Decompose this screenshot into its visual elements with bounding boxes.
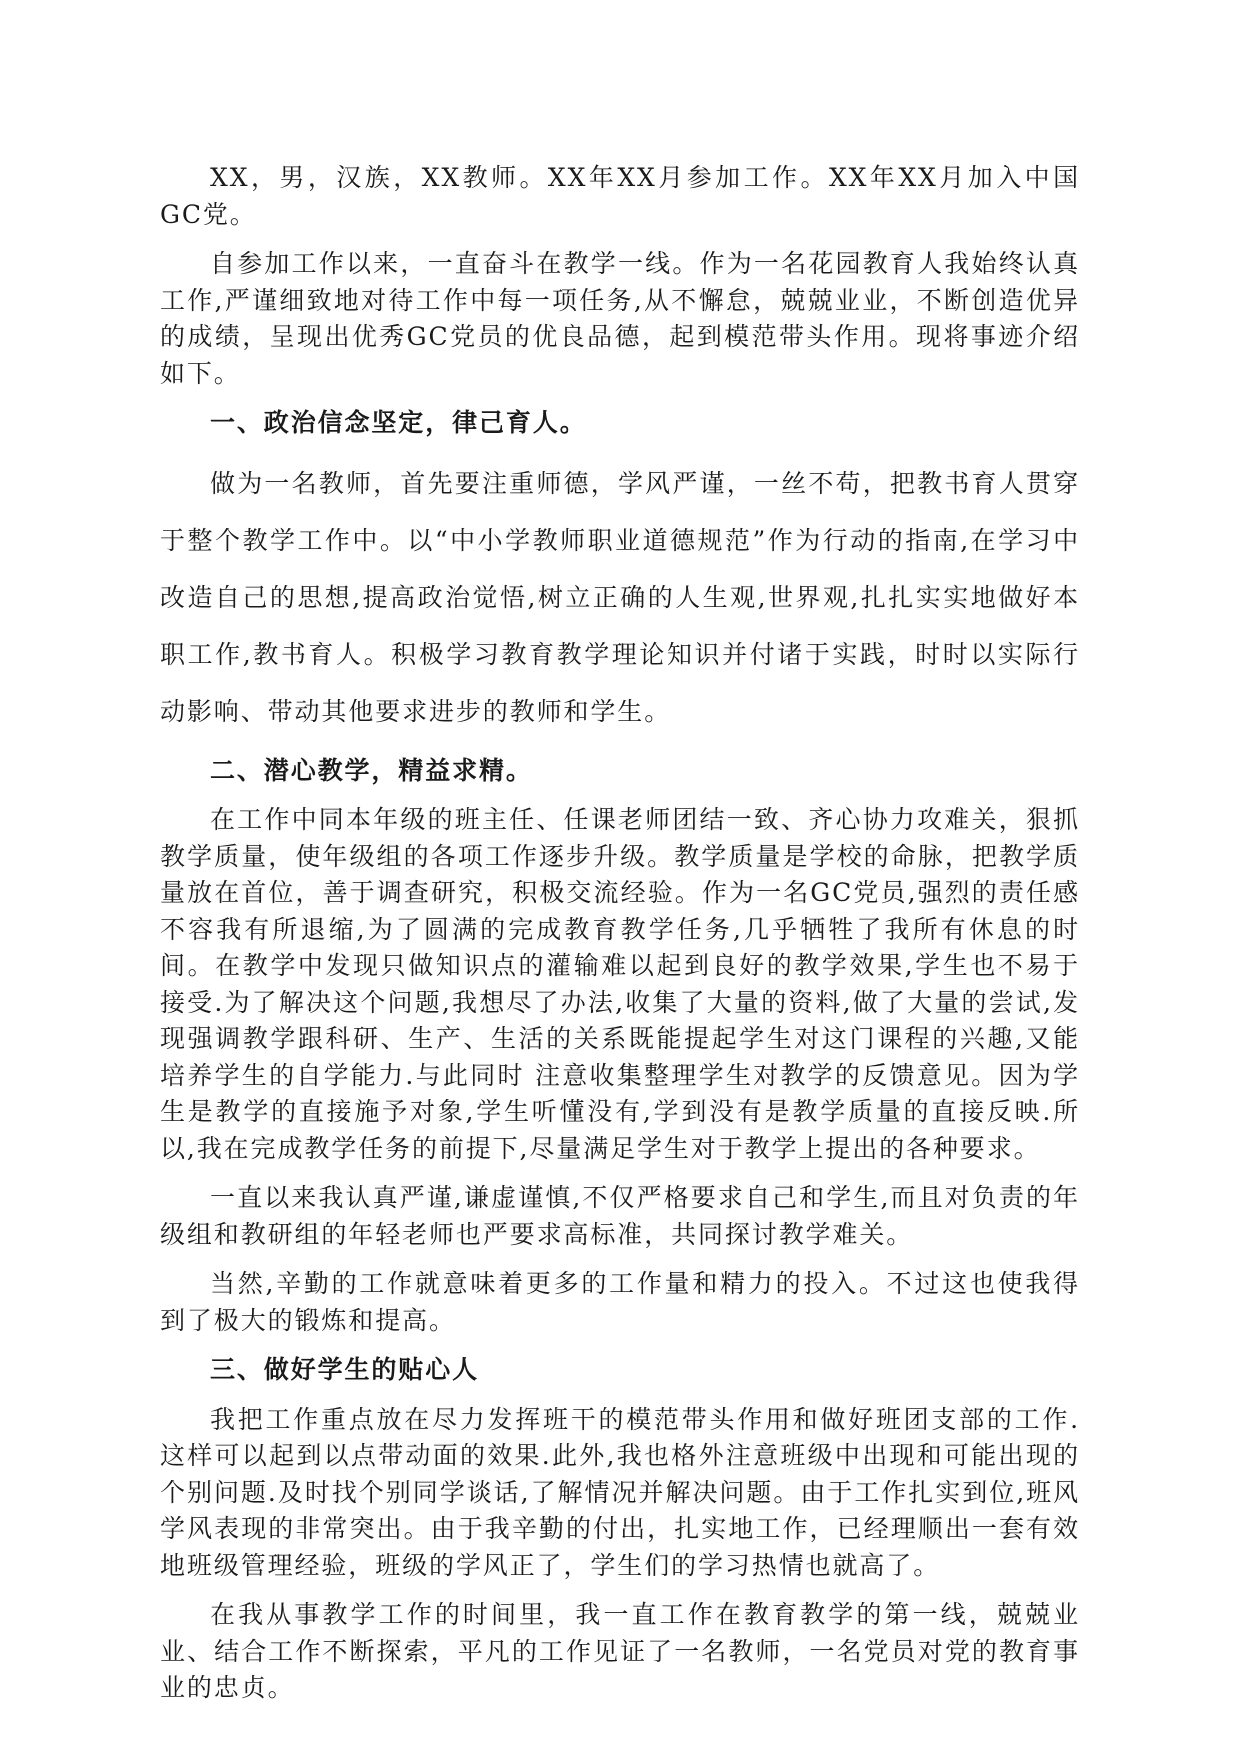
intro-paragraph: XX，男，汉族，XX教师。XX年XX月参加工作。XX年XX月加入中国GC党。 (160, 163, 1080, 229)
section-3-paragraph: 我把工作重点放在尽力发挥班干的模范带头作用和做好班团支部的工作.这样可以起到以点带动面的效果.此外,我也格外注意班级中出现和可能出现的个别问题.及时找个别同学谈话,了解情况并解决问题。由于工作扎实到位,班风学风表现的非常突出。由于我辛勤的付出，扎实地工作，已经理顺出一套有效地班级管理经验，班级的学风正了，学生们的学习热情也就高了。 (160, 1404, 1080, 1580)
section-heading-2: 二、潜心教学，精益求精。 (210, 755, 533, 785)
section-2-paragraph-1: 在工作中同本年级的班主任、任课老师团结一致、齐心协力攻难关，狠抓教学质量，使年级组的各项工作逐步升级。教学质量是学校的命脉，把教学质量放在首位，善于调查研究，积极交流经验。作为一名GC党员,强烈的责任感不容我有所退缩,为了圆满的完成教育教学任务,几乎牺牲了我所有休息的时间。在教学中发现只做知识点的灌输难以起到良好的教学效果,学生也不易于接受.为了解决这个问题,我想尽了办法,收集了大量的资料,做了大量的尝试,发现强调教学跟科研、生产、生活的关系既能提起学生对这门课程的兴趣,又能培养学生的自学能力.与此同时 注意收集整理学生对教学的反馈意见。因为学生是教学的直接施予对象,学生听懂没有,学到没有是教学质量的直接反映.所以,我在完成教学任务的前提下,尽量满足学生对于教学上提出的各种要求。 (160, 805, 1080, 1163)
document-page (160, 160, 1080, 1707)
summary-paragraph: 自参加工作以来，一直奋斗在教学一线。作为一名花园教育人我始终认真工作,严谨细致地对待工作中每一项任务,从不懈怠，兢兢业业，不断创造优异的成绩，呈现出优秀GC党员的优良品德，起到模范带头作用。现将事迹介绍如下。 (160, 249, 1080, 388)
section-2-paragraph-2: 一直以来我认真严谨,谦虚谨慎,不仅严格要求自己和学生,而且对负责的年级组和教研组的年轻老师也严要求高标准，共同探讨教学难关。 (160, 1183, 1080, 1249)
section-1-paragraph: 做为一名教师，首先要注重师德，学风严谨，一丝不苟，把教书育人贯穿于整个教学工作中。以“中小学教师职业道德规范”作为行动的指南,在学习中改造自己的思想,提高政治觉悟,树立正确的人生观,世界观,扎扎实实地做好本职工作,教书育人。积极学习教育教学理论知识并付诸于实践，时时以实际行动影响、带动其他要求进步的教师和学生。 (160, 468, 1080, 726)
section-2-paragraph-3: 当然,辛勤的工作就意味着更多的工作量和精力的投入。不过这也使我得到了极大的锻炼和提高。 (160, 1269, 1080, 1335)
section-heading-1: 一、政治信念坚定，律己育人。 (210, 408, 587, 437)
section-heading-3: 三、做好学生的贴心人 (210, 1355, 480, 1384)
closing-paragraph: 在我从事教学工作的时间里，我一直工作在教育教学的第一线，兢兢业业、结合工作不断探索，平凡的工作见证了一名教师，一名党员对党的教育事业的忠贞。 (160, 1600, 1080, 1702)
